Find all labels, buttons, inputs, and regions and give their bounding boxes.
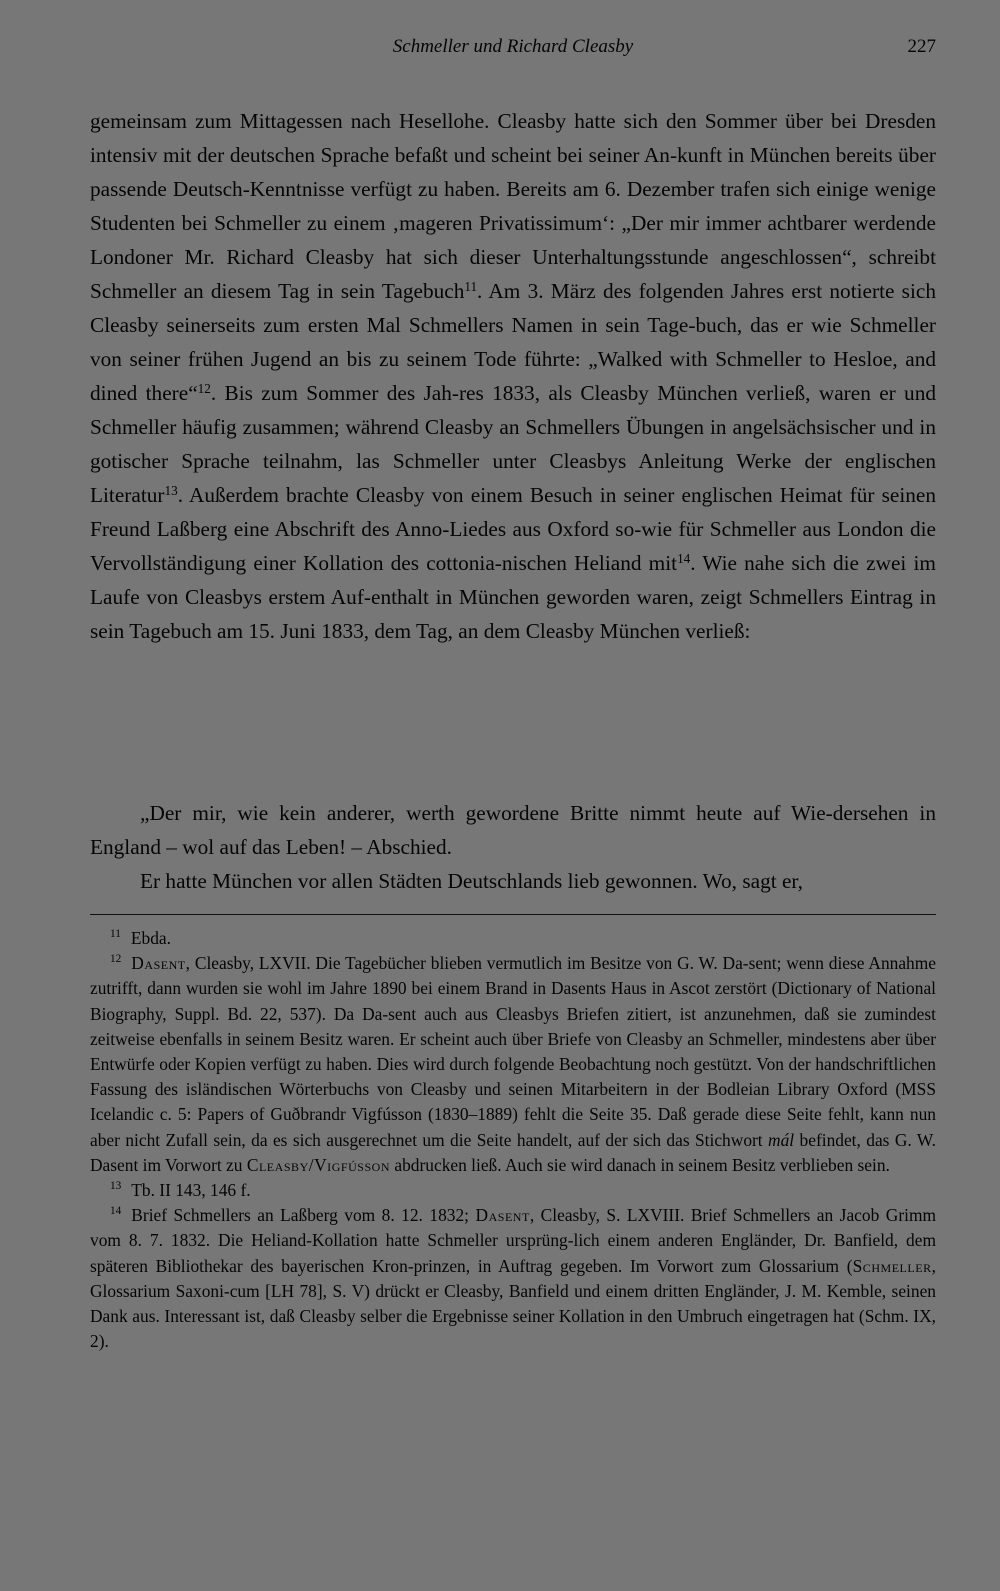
running-head	[90, 36, 936, 64]
author-name: Dasent	[475, 1205, 530, 1226]
body-text-segment: gemeinsam zum Mittagessen nach Hesellohe. Cleasby hatte sich den Sommer über bei Dresden intensiv mit der deutschen Sprache befaßt und scheint bei seiner An-kunft in München bereits über passende Deutsch-Kenntnisse verfügt zu haben. Bereits am 6. Dezember trafen sich einige wenige Studenten bei Schmeller zu einem ‚mageren Privatissimum‘: „Der mir immer achtbarer werdende Londoner Mr. Richard Cleasby hat sich dieser Unterhaltungsstunde angeschlossen“, schreibt Schmeller an diesem Tag in sein Tagebuch	[90, 109, 936, 303]
footnote-italic-term: mál	[768, 1129, 795, 1150]
footnote-divider	[90, 914, 936, 915]
footnote-text: Ebda.	[130, 928, 171, 948]
quote-paragraph-1: „Der mir, wie kein anderer, werth gewordene Britte nimmt heute auf Wie-dersehen in England – wol auf das Leben! – Abschied.	[90, 801, 936, 859]
body-paragraph	[90, 104, 936, 648]
footnote-13	[90, 1178, 936, 1203]
footnote-11	[90, 926, 936, 951]
author-name: Dasent	[131, 953, 186, 974]
footnotes	[90, 926, 936, 1354]
footnote-text: Brief Schmellers an Laßberg vom 8. 12. 1832;	[131, 1205, 476, 1226]
body-text-segment: . Außerdem brachte Cleasby von einem Besuch in seiner englischen Heimat für seinen Freund Laßberg eine Abschrift des Anno-Liedes aus Oxford so-wie für Schmeller aus London die Vervollständigung einer Kollation des cottonia-nischen Heliand mit	[90, 483, 936, 575]
footnote-text: befindet, das G. W. Dasent im Vorwort zu	[90, 1129, 937, 1175]
footnote-text: Tb. II 143, 146 f.	[131, 1180, 251, 1201]
footnote-ref-14[interactable]: 14	[677, 550, 691, 566]
footnote-number: 11	[110, 928, 121, 941]
footnote-ref-12[interactable]: 12	[197, 380, 211, 396]
author-name: Schmeller	[852, 1255, 932, 1276]
footnote-text: abdrucken ließ. Auch sie wird danach in seinem Besitz verblieben sein.	[390, 1154, 890, 1175]
footnote-text: , Cleasby, LXVII. Die Tagebücher blieben vermutlich im Besitze von G. W. Da-sent; wenn diese Annahme zutrifft, dann wurden sie wohl im Jahre 1890 bei einem Brand in Dasents Haus in Ascot zerstört (Dictionary of National Biography, Suppl. Bd. 22, 537). Da Da-sent auch aus Cleasbys Briefen zitiert, ist anzunehmen, daß sie zumindest zeitweise ebenfalls in seinem Besitz waren. Er scheint auch über Briefe von Cleasby an Schmeller, mindestens aber über Entwürfe oder Kopien verfügt zu haben. Dies wird durch folgende Beobachtung noch gestützt. Von der handschriftlichen Fassung des isländischen Wörterbuchs von Cleasby und seinen Mitarbeitern in der Bodleian Library Oxford (MSS Icelandic c. 5: Papers of Guðbrandr Vigfússon (1830–1889) fehlt die Seite 35. Daß gerade diese Seite fehlt, kann nun aber nicht Zufall sein, da es sich ausgerechnet um die Seite handelt, auf der sich das Stichwort	[90, 953, 936, 1150]
main-text	[90, 104, 936, 648]
body-text-segment: . Bis zum Sommer des Jah-res 1833, als Cleasby München verließ, waren er und Schmeller häufig zusammen; während Cleasby an Schmellers Übungen in angelsächsischer und in gotischer Sprache teilnahm, las Schmeller unter Cleasbys Anleitung Werke der englischen Literatur	[90, 381, 937, 507]
footnote-12	[90, 951, 936, 1178]
footnote-ref-11[interactable]: 11	[464, 278, 478, 294]
body-text-segment: . Am 3. März des folgenden Jahres erst notierte sich Cleasby seinerseits zum ersten Mal Schmellers Namen in sein Tage-buch, das er wie Schmeller von seiner frühen Jugend an bis zu seinem Tode führte: „Walked with Schmeller to Hesloe, and dined there“	[90, 279, 936, 405]
quote-paragraph-2: Er hatte München vor allen Städten Deutschlands lieb gewonnen. Wo, sagt er,	[140, 869, 803, 893]
page-number: 227	[907, 36, 936, 57]
author-name: Cleasby/Vigfússon	[246, 1154, 391, 1175]
running-head-title: Schmeller und Richard Cleasby	[392, 36, 634, 57]
footnote-text: , Glossarium Saxoni-cum [LH 78], S. V) drückt er Cleasby, Banfield und einem dritten Engländer, J. M. Kemble, seinen Dank aus. Interessant ist, daß Cleasby selber die Ergebnisse seiner Kollation in den Umbruch eingetragen hat (Schm. IX, 2).	[90, 1255, 936, 1352]
footnote-14	[90, 1203, 936, 1354]
footnote-number: 12	[110, 953, 122, 966]
footnote-number: 14	[110, 1205, 122, 1218]
block-quote	[90, 796, 936, 898]
footnote-text: , Cleasby, S. LXVIII. Brief Schmellers an Jacob Grimm vom 8. 7. 1832. Die Heliand-Kollation hatte Schmeller ursprüng-lich einem anderen Engländer, Dr. Banfield, dem späteren Bibliothekar des bayerischen Kron-prinzen, in Auftrag gegeben. Im Vorwort zum Glossarium (	[90, 1205, 936, 1276]
footnote-number: 13	[110, 1180, 122, 1193]
footnote-ref-13[interactable]: 13	[164, 482, 178, 498]
body-text-segment: . Wie nahe sich die zwei im Laufe von Cleasbys erstem Auf-enthalt in München geworden waren, zeigt Schmellers Eintrag in sein Tagebuch am 15. Juni 1833, dem Tag, an dem Cleasby München verließ:	[90, 551, 936, 643]
